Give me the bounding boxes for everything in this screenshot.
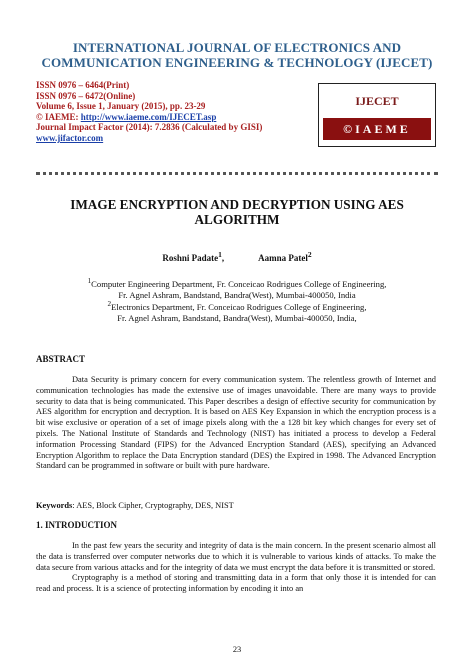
logo-ijecet-label: IJECET <box>355 94 399 108</box>
journal-title-line1: INTERNATIONAL JOURNAL OF ELECTRONICS AND <box>72 40 402 55</box>
author-1-suffix: , <box>221 253 225 263</box>
paper-title-line1: IMAGE ENCRYPTION AND DECRYPTION USING AES <box>70 197 404 212</box>
affiliation-1-line2: Fr. Agnel Ashram, Bandstand, Bandra(West), Mumbai-400050, India <box>118 289 356 300</box>
author-1: Roshni Padate <box>162 253 219 263</box>
journal-logo <box>318 83 436 147</box>
affiliation-2-line2: Fr. Agnel Ashram, Bandstand, Bandra(West), Mumbai-400050, India, <box>117 312 357 323</box>
jifactor-line <box>36 133 316 144</box>
affiliation-2-line1: Electronics Department, Fr. Conceicao Rodrigues College of Engineering, <box>111 301 367 312</box>
keywords-value: : AES, Block Cipher, Cryptography, DES, NIST <box>72 501 234 510</box>
journal-title <box>20 40 454 70</box>
iaeme-line <box>36 112 316 123</box>
header-divider <box>36 172 438 175</box>
affiliation-1-sup: 1 <box>87 277 92 285</box>
jifactor-link[interactable]: www.jifactor.com <box>36 132 104 143</box>
introduction-paragraph-2: Cryptography is a method of storing and transmitting data in a form that only those it is intended for can read and process. It is a science of protecting information by encoding it into an <box>36 573 436 594</box>
introduction-heading: 1. INTRODUCTION <box>36 520 118 530</box>
journal-meta <box>36 80 316 144</box>
affiliation-1 <box>60 276 414 300</box>
author-2: Aamna Patel <box>258 253 308 263</box>
introduction-body <box>36 541 436 595</box>
introduction-paragraph-1: In the past few years the security and integrity of data is the main concern. In the present scenario almost all the data is transferred over computer networks due to which it is vulnerable to various kinds of attacks. To make the data secure from various attacks and for the integrity of data we must encrypt the data before it is transmitted or stored. <box>36 541 436 572</box>
iaeme-link[interactable]: http://www.iaeme.com/IJECET.asp <box>80 111 217 122</box>
logo-iaeme-bar: ©IAEME <box>323 118 431 140</box>
issn-online: ISSN 0976 – 6472(Online) <box>36 90 136 101</box>
author-2-sup: 2 <box>307 250 312 259</box>
affiliation-2 <box>60 299 414 323</box>
keywords <box>36 501 436 510</box>
abstract-body: Data Security is primary concern for every communication system. The relentless growth of Internet and communication technologies has made the extensive use of images unavoidable. There are many ways to provide security to data that is being communicated. This Paper describes a design of effective security for communication by AES algorithm for encryption and decryption. It is based on AES Key Expansion in which the encryption process is a bit wise exclusive or operation of a set of image pixels along with the a 128 bit key which changes for every set of pixels. The National Institute of Standards and Technology (NIST) has initiated a process to develop a Federal information Processing Standard (FIPS) for the Advanced Encryption Standard (AES), specifying an Advanced Encryption Algorithm to replace the Data Encryption standard (DES) the Expired in 1998. The Advanced Encryption Standard can be programmed in software or built with pure hardware. <box>36 375 436 471</box>
page-number: 23 <box>232 645 242 654</box>
author-list <box>40 250 434 263</box>
affiliation-2-sup: 2 <box>107 300 112 308</box>
volume-info: Volume 6, Issue 1, January (2015), pp. 23-29 <box>36 101 206 112</box>
abstract-heading: ABSTRACT <box>36 354 86 364</box>
issn-print: ISSN 0976 – 6464(Print) <box>36 80 130 90</box>
author-1-sup: 1 <box>218 250 222 259</box>
impact-factor: Journal Impact Factor (2014): 7.2836 (Calculated by GISI) <box>36 122 263 133</box>
keywords-label: Keywords <box>36 501 73 510</box>
affiliation-1-line1: Computer Engineering Department, Fr. Conceicao Rodrigues College of Engineering, <box>91 278 387 289</box>
journal-title-line2: COMMUNICATION ENGINEERING & TECHNOLOGY (IJECET) <box>41 55 433 70</box>
paper-title-line2: ALGORITHM <box>194 212 280 227</box>
paper-title <box>40 197 434 227</box>
iaeme-prefix: © IAEME: <box>36 111 81 122</box>
